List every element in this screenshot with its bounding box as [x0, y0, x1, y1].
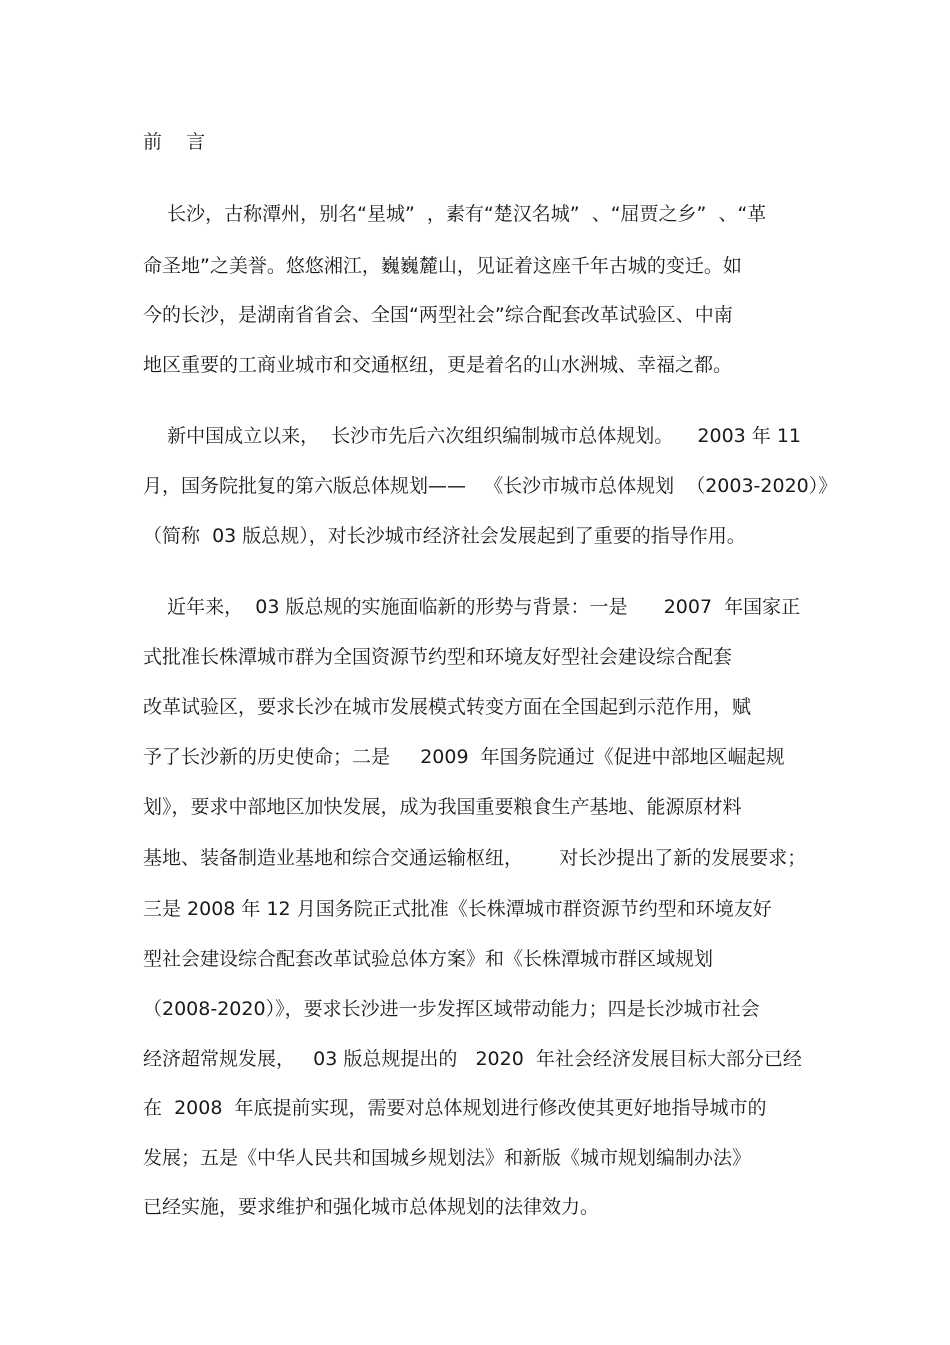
paragraph-3-line-4: 予了长沙新的历史使命；二是 2009 年国务院通过《促进中部地区崛起规: [143, 746, 785, 768]
paragraph-3-line-3: 改革试验区，要求长沙在城市发展模式转变方面在全国起到示范作用，赋: [143, 696, 752, 718]
paragraph-3-line-5: 划》，要求中部地区加快发展，成为我国重要粮食生产基地、能源原材料: [143, 796, 742, 818]
paragraph-3-line-13: 已经实施，要求维护和强化城市总体规划的法律效力。: [143, 1196, 600, 1218]
paragraph-3-line-9: （2008-2020）》，要求长沙进一步发挥区域带动能力；四是长沙城市社会: [143, 998, 760, 1020]
paragraph-2-line-1: 新中国成立以来， 长沙市先后六次组织编制城市总体规划。 2003 年 11: [143, 425, 802, 447]
paragraph-1-line-3: 今的长沙，是湖南省省会、全国“两型社会”综合配套改革试验区、中南: [143, 304, 733, 326]
paragraph-3-line-2: 式批准长株潭城市群为全国资源节约型和环境友好型社会建设综合配套: [143, 646, 733, 668]
paragraph-3-line-7: 三是 2008 年 12 月国务院正式批准《长株潭城市群资源节约型和环境友好: [143, 898, 772, 920]
paragraph-3-line-11: 在 2008 年底提前实现，需要对总体规划进行修改使其更好地指导城市的: [143, 1097, 767, 1119]
paragraph-1-line-4: 地区重要的工商业城市和交通枢纽，更是着名的山水洲城、幸福之都。: [143, 354, 733, 376]
paragraph-3-line-1: 近年来， 03 版总规的实施面临新的形势与背景：一是 2007 年国家正: [143, 596, 801, 618]
paragraph-3-line-12: 发展；五是《中华人民共和国城乡规划法》和新版《城市规划编制办法》: [143, 1147, 752, 1169]
paragraph-2-line-2: 月，国务院批复的第六版总体规划—— 《长沙市城市总体规划 （2003-2020）》: [143, 475, 838, 497]
paragraph-1-line-1: 长沙，古称潭州，别名“星城” ，素有“楚汉名城” 、“屈贾之乡” 、“革: [143, 203, 767, 225]
paragraph-2-line-3: （简称 03 版总规），对长沙城市经济社会发展起到了重要的指导作用。: [143, 525, 746, 547]
document-heading: 前 言: [143, 131, 206, 153]
paragraph-3-line-8: 型社会建设综合配套改革试验总体方案》和《长株潭城市群区域规划: [143, 948, 714, 970]
paragraph-1-line-2: 命圣地”之美誉。悠悠湘江，巍巍麓山，见证着这座千年古城的变迁。如: [143, 255, 742, 277]
paragraph-3-line-10: 经济超常规发展， 03 版总规提出的 2020 年社会经济发展目标大部分已经: [143, 1048, 802, 1070]
paragraph-3-line-6: 基地、装备制造业基地和综合交通运输枢纽， 对长沙提出了新的发展要求；: [143, 847, 807, 869]
